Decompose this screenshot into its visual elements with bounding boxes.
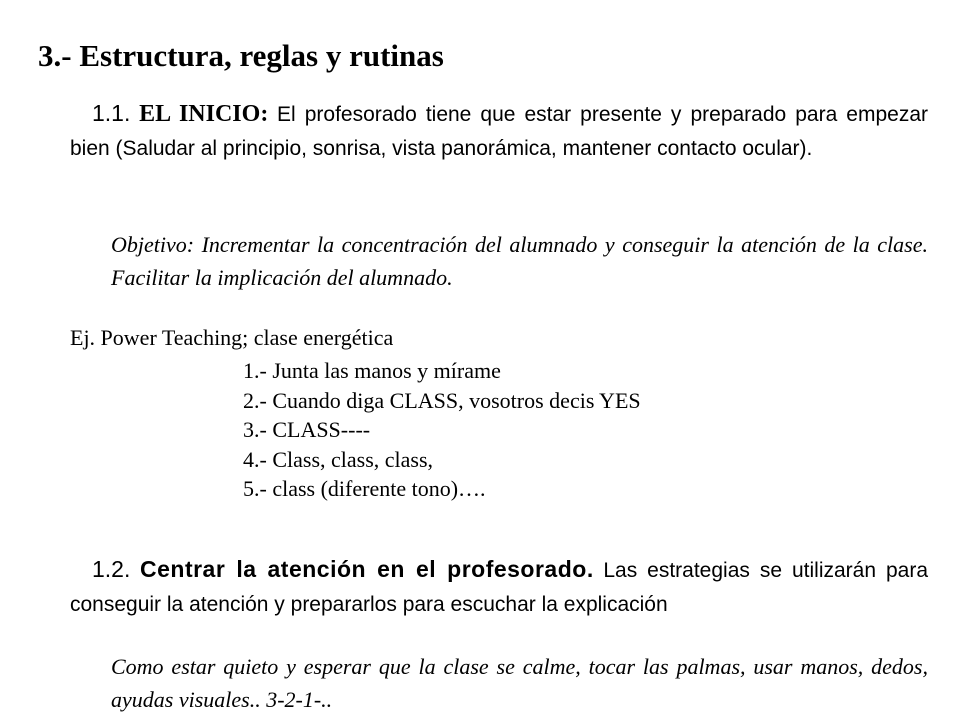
section-1-1-heading: EL INICIO:: [139, 101, 269, 127]
steps-list: [243, 356, 641, 504]
section-1-2-paragraph: [70, 553, 928, 621]
step-item-2: 2.- Cuando diga CLASS, vosotros decis YES: [243, 387, 641, 413]
section-1-2-example: Como estar quieto y esperar que la clase se calme, tocar las palmas, usar manos, dedos, ayudas visuales.. 3-2-1-..: [111, 654, 928, 712]
section-1-1-body: El profesorado tiene que estar presente y preparado para empezar bien (Saludar al principio, sonrisa, vista panorámica, mantener contacto ocular).: [70, 103, 929, 160]
step-item-4: 4.- Class, class, class,: [243, 446, 434, 472]
section-1-1-objective: Objetivo: Incrementar la concentración del alumnado y conseguir la atención de la clase. Facilitar la implicación del alumnado.: [111, 232, 928, 290]
section-1-2-heading: Centrar la atención en el profesorado.: [140, 556, 594, 582]
section-1-2-body: Las estrategias se utilizarán para conseguir la atención y prepararlos para escuchar la explicación: [70, 559, 929, 616]
section-1-1-paragraph: [70, 97, 928, 165]
slide-title: 3.- Estructura, reglas y rutinas: [38, 38, 444, 73]
step-item-1: 1.- Junta las manos y mírame: [243, 358, 501, 383]
step-item-5: 5.- class (diferente tono)….: [243, 476, 486, 501]
section-1-2-number: 1.2.: [92, 556, 131, 582]
step-item-3: 3.- CLASS----: [243, 417, 371, 442]
section-1-1-number: 1.1.: [92, 100, 131, 126]
example-intro: Ej. Power Teaching; clase energética: [70, 325, 394, 350]
